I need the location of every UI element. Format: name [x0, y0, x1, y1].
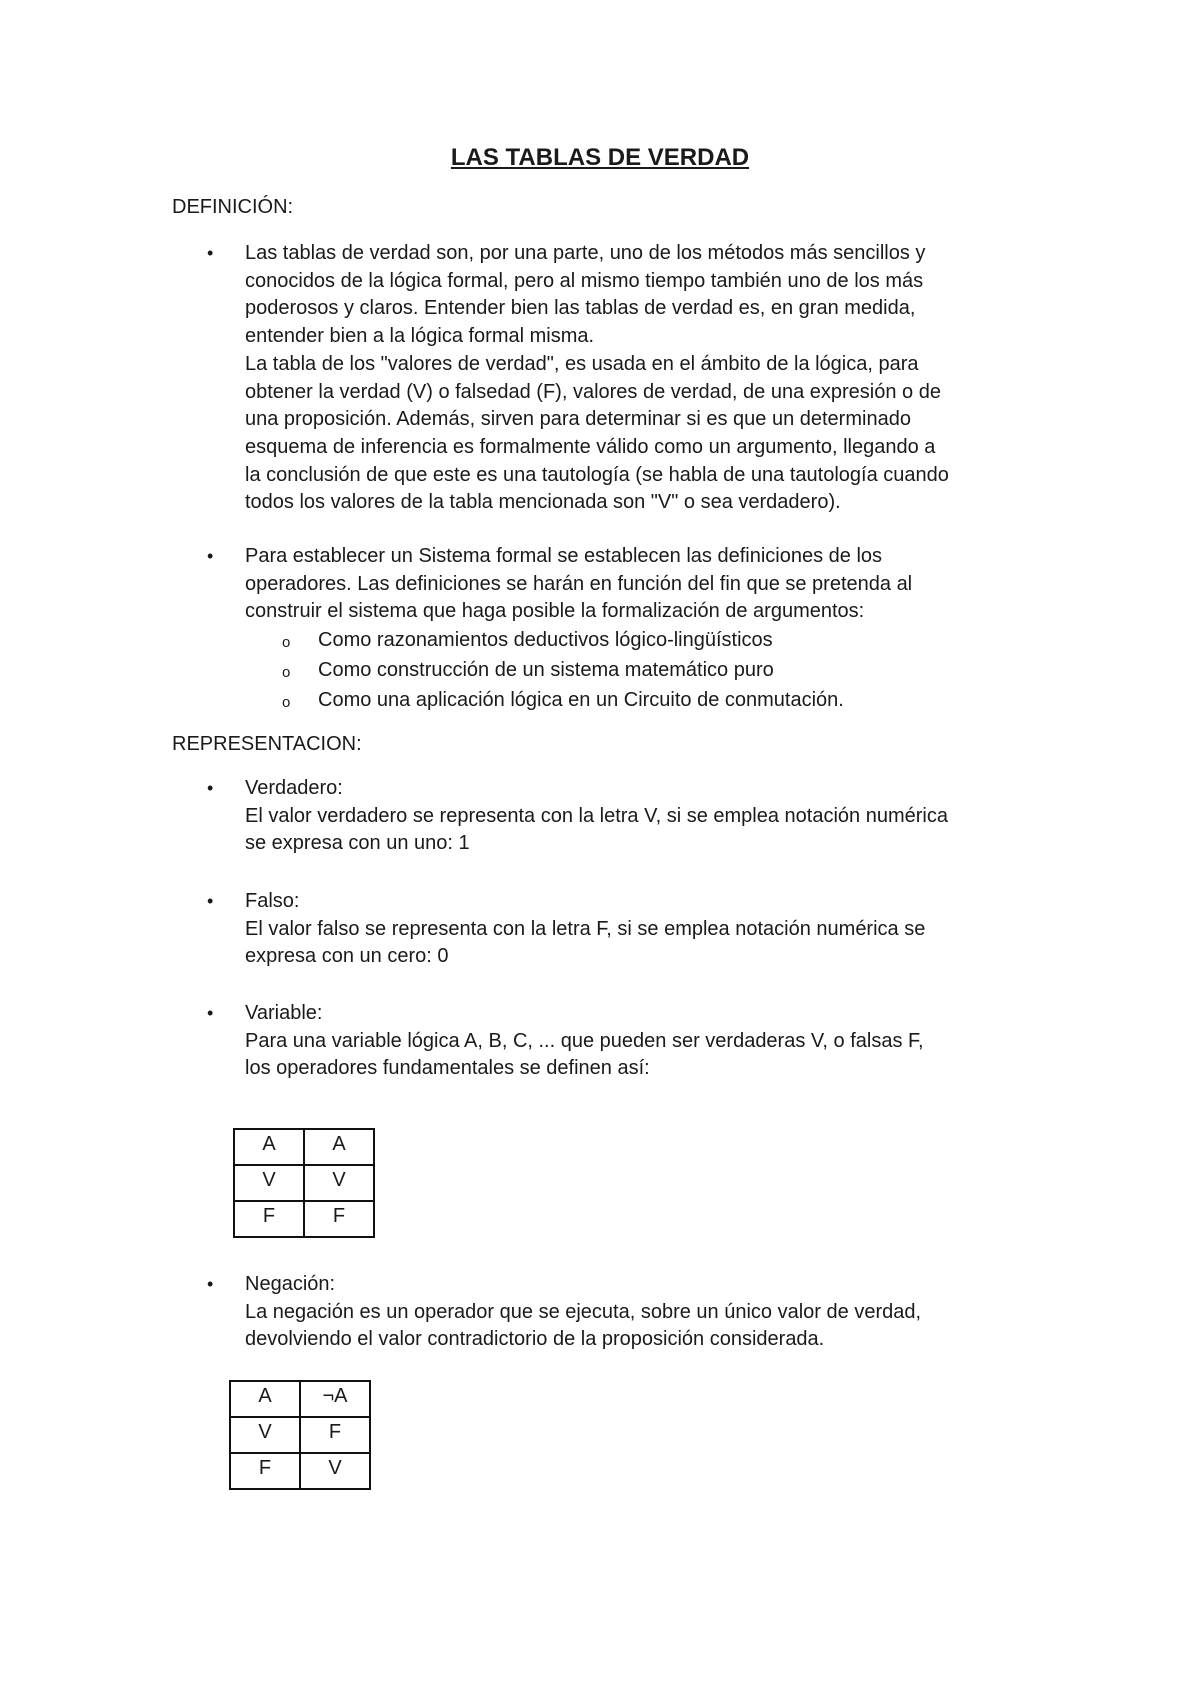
text-line: los operadores fundamentales se definen así: — [245, 1057, 650, 1080]
text-line: se expresa con un uno: 1 — [245, 832, 470, 855]
sub-bullet-marker: o — [282, 664, 291, 681]
sub-item: Como una aplicación lógica en un Circuito de conmutación. — [318, 689, 844, 711]
sub-item: Como razonamientos deductivos lógico-lingüísticos — [318, 629, 773, 651]
table-cell: F — [300, 1417, 370, 1453]
bullet-marker: • — [207, 1003, 214, 1023]
text-line: La negación es un operador que se ejecuta, sobre un único valor de verdad, — [245, 1300, 922, 1323]
table-cell: F — [230, 1453, 300, 1489]
table-cell: A — [234, 1129, 304, 1165]
text-line: operadores. Las definiciones se harán en función del fin que se pretenda al — [245, 572, 913, 595]
text-line: La tabla de los "valores de verdad", es usada en el ámbito de la lógica, para — [245, 352, 919, 375]
table-cell: V — [230, 1417, 300, 1453]
heading-definicion: DEFINICIÓN: — [172, 196, 294, 218]
table-row — [234, 1165, 374, 1201]
table-row — [234, 1129, 374, 1165]
table-row — [230, 1453, 370, 1489]
text-line: Las tablas de verdad son, por una parte, uno de los métodos más sencillos y — [245, 242, 926, 264]
item-label: Falso: — [245, 890, 300, 912]
item-label: Variable: — [245, 1002, 323, 1024]
item-label: Verdadero: — [245, 777, 343, 799]
text-line: esquema de inferencia es formalmente válido como un argumento, llegando a — [245, 435, 936, 458]
text-line: obtener la verdad (V) o falsedad (F), valores de verdad, de una expresión o de — [245, 380, 941, 403]
bullet-marker: • — [207, 243, 214, 263]
table-cell: F — [234, 1201, 304, 1237]
text-line: conocidos de la lógica formal, pero al mismo tiempo también uno de los más — [245, 269, 924, 292]
text-line: Para una variable lógica A, B, C, ... que pueden ser verdaderas V, o falsas F, — [245, 1029, 924, 1052]
text-line: la conclusión de que este es una tautología (se habla de una tautología cuando — [245, 463, 949, 486]
text-line: todos los valores de la tabla mencionada son "V" o sea verdadero). — [245, 491, 841, 514]
table-row — [234, 1201, 374, 1237]
bullet-marker: • — [207, 891, 214, 911]
text-line: expresa con un cero: 0 — [245, 945, 449, 968]
table-cell: V — [234, 1165, 304, 1201]
document-title: LAS TABLAS DE VERDAD — [450, 144, 750, 171]
definicion-paragraph-1 — [245, 240, 1075, 517]
representacion-negacion — [245, 1271, 1075, 1354]
sub-item: Como construcción de un sistema matemático puro — [318, 659, 774, 681]
bullet-marker: • — [207, 546, 214, 566]
sub-bullet-marker: o — [282, 694, 291, 711]
representacion-verdadero — [245, 775, 1075, 858]
table-cell: F — [304, 1201, 374, 1237]
heading-representacion: REPRESENTACION: — [172, 733, 362, 755]
table-row — [230, 1417, 370, 1453]
text-line: devolviendo el valor contradictorio de la proposición considerada. — [245, 1328, 825, 1351]
text-line: una proposición. Además, sirven para determinar si es que un determinado — [245, 408, 911, 431]
text-line: Para establecer un Sistema formal se establecen las definiciones de los — [245, 545, 883, 567]
definicion-paragraph-2 — [245, 543, 1075, 626]
representacion-variable — [245, 1000, 1075, 1083]
table-cell: V — [304, 1165, 374, 1201]
text-line: El valor falso se representa con la letra F, si se emplea notación numérica se — [245, 917, 926, 940]
table-cell: A — [304, 1129, 374, 1165]
item-label: Negación: — [245, 1273, 336, 1295]
table-cell: V — [300, 1453, 370, 1489]
text-line: entender bien a la lógica formal misma. — [245, 325, 595, 348]
representacion-falso — [245, 888, 1075, 971]
sub-bullet-marker: o — [282, 634, 291, 651]
text-line: El valor verdadero se representa con la letra V, si se emplea notación numérica — [245, 804, 948, 827]
bullet-marker: • — [207, 1274, 214, 1294]
variable-truth-table — [233, 1128, 375, 1238]
table-row — [230, 1381, 370, 1417]
bullet-marker: • — [207, 778, 214, 798]
text-line: poderosos y claros. Entender bien las tablas de verdad es, en gran medida, — [245, 297, 916, 320]
table-cell: A — [230, 1381, 300, 1417]
text-line: construir el sistema que haga posible la formalización de argumentos: — [245, 600, 865, 623]
negacion-truth-table — [229, 1380, 371, 1490]
table-cell: ¬A — [300, 1381, 370, 1417]
